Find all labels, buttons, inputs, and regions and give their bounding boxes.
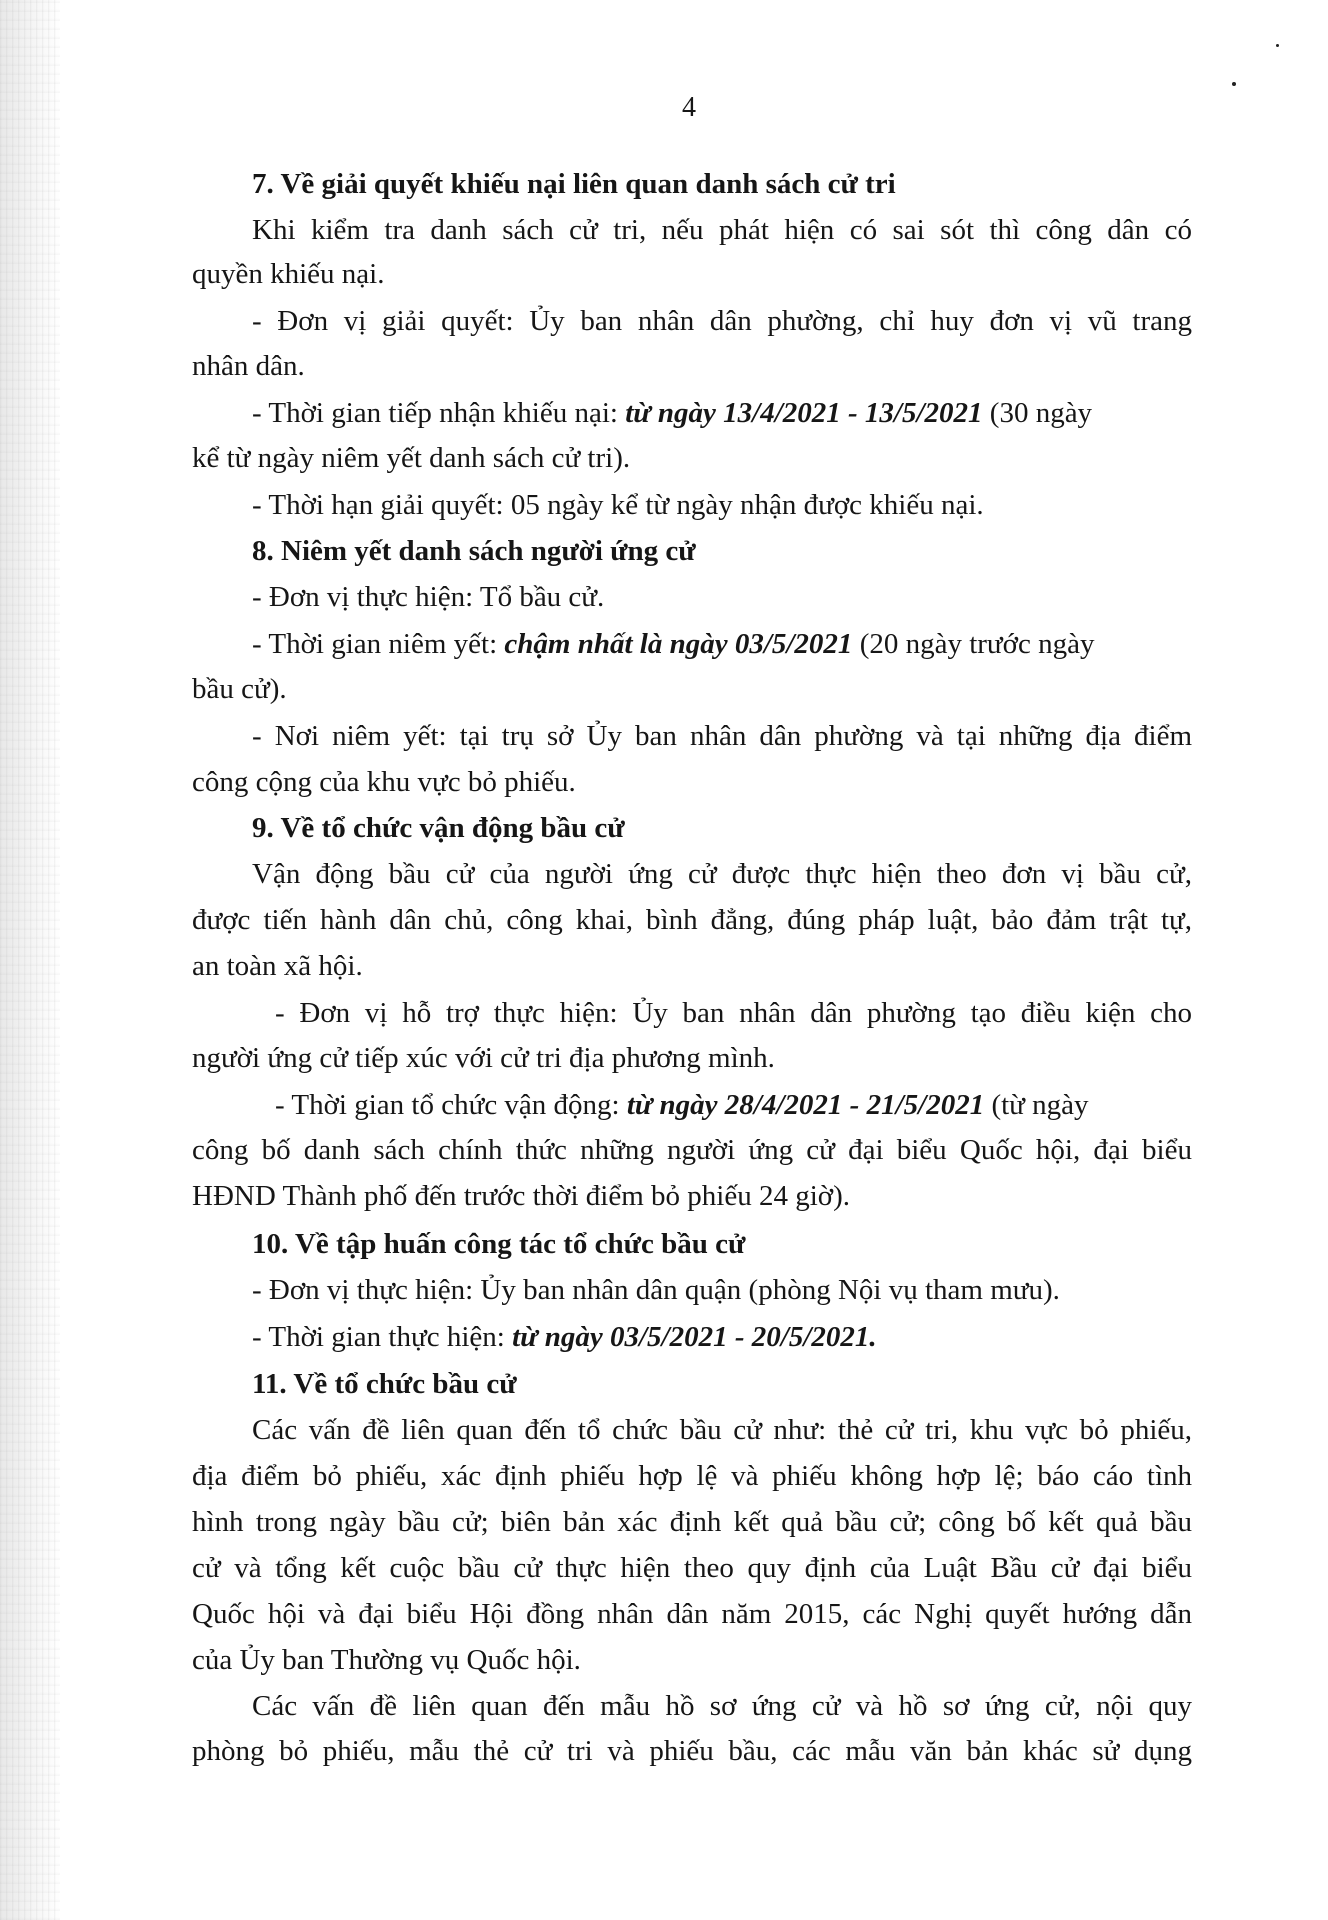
scan-speck [1232, 82, 1236, 86]
section-7-time-dates: từ ngày 13/4/2021 - 13/5/2021 [625, 397, 983, 429]
section-9-intro-line-1: Vận động bầu cử của người ứng cử được thực hiện theo đơn vị bầu cử, [252, 858, 1192, 890]
section-10-time [252, 1319, 877, 1355]
section-11-para2-line-2: phòng bỏ phiếu, mẫu thẻ cử tri và phiếu bầu, các mẫu văn bản khác sử dụng [192, 1735, 1192, 1767]
section-10-heading: 10. Về tập huấn công tác tổ chức bầu cử [252, 1228, 746, 1260]
section-9-support-line-2: người ứng cử tiếp xúc với cử tri địa phương mình. [192, 1042, 775, 1074]
section-9-support-line-1: - Đơn vị hỗ trợ thực hiện: Ủy ban nhân dân phường tạo điều kiện cho [275, 997, 1192, 1029]
section-7-time-suffix: (30 ngày [982, 397, 1093, 429]
section-8-time-suffix: (20 ngày trước ngày [852, 628, 1095, 660]
section-9-time-dates: từ ngày 28/4/2021 - 21/5/2021 [626, 1089, 985, 1121]
section-10-time-dates: từ ngày 03/5/2021 - 20/5/2021. [512, 1321, 877, 1353]
section-9-time-line-2: công bố danh sách chính thức những người ứng cử đại biểu Quốc hội, đại biểu [192, 1134, 1192, 1166]
section-11-para1-line-5: Quốc hội và đại biểu Hội đồng nhân dân năm 2015, các Nghị quyết hướng dẫn [192, 1598, 1192, 1630]
scan-edge-artifact [0, 0, 60, 1920]
section-7-unit-line-1: - Đơn vị giải quyết: Ủy ban nhân dân phường, chỉ huy đơn vị vũ trang [252, 305, 1192, 337]
section-11-para1-line-1: Các vấn đề liên quan đến tổ chức bầu cử như: thẻ cử tri, khu vực bỏ phiếu, [252, 1414, 1192, 1446]
section-11-para1-line-4: cử và tổng kết cuộc bầu cử thực hiện theo quy định của Luật Bầu cử đại biểu [192, 1552, 1192, 1584]
section-8-heading: 8. Niêm yết danh sách người ứng cử [252, 535, 696, 567]
section-7-deadline: - Thời hạn giải quyết: 05 ngày kể từ ngày nhận được khiếu nại. [252, 489, 984, 521]
section-11-para1-line-3: hình trong ngày bầu cử; biên bản xác định kết quả bầu cử; công bố kết quả bầu [192, 1506, 1192, 1538]
section-11-para1-line-2: địa điểm bỏ phiếu, xác định phiếu hợp lệ và phiếu không hợp lệ; báo cáo tình [192, 1460, 1192, 1492]
section-9-time-suffix: (từ ngày [984, 1089, 1089, 1121]
section-7-time-line-1 [252, 395, 1092, 431]
section-9-intro-line-3: an toàn xã hội. [192, 950, 363, 982]
section-10-time-prefix: - Thời gian thực hiện: [252, 1321, 513, 1353]
section-7-unit-line-2: nhân dân. [192, 350, 305, 382]
section-7-intro-line-1: Khi kiểm tra danh sách cử tri, nếu phát hiện có sai sót thì công dân có [252, 214, 1192, 246]
section-8-place-line-1: - Nơi niêm yết: tại trụ sở Ủy ban nhân dân phường và tại những địa điểm [252, 720, 1192, 752]
section-9-intro-line-2: được tiến hành dân chủ, công khai, bình đẳng, đúng pháp luật, bảo đảm trật tự, [192, 904, 1192, 936]
section-7-heading: 7. Về giải quyết khiếu nại liên quan danh sách cử tri [252, 168, 896, 200]
section-8-place-line-2: công cộng của khu vực bỏ phiếu. [192, 766, 576, 798]
section-11-para1-line-6: của Ủy ban Thường vụ Quốc hội. [192, 1644, 581, 1676]
section-8-time-prefix: - Thời gian niêm yết: [252, 628, 505, 660]
section-11-para2-line-1: Các vấn đề liên quan đến mẫu hồ sơ ứng cử và hồ sơ ứng cử, nội quy [252, 1690, 1192, 1722]
section-11-heading: 11. Về tổ chức bầu cử [252, 1368, 517, 1400]
section-9-time-line-1 [275, 1087, 1089, 1123]
section-9-time-prefix: - Thời gian tổ chức vận động: [275, 1089, 627, 1121]
page-number: 4 [682, 92, 696, 123]
section-10-unit: - Đơn vị thực hiện: Ủy ban nhân dân quận (phòng Nội vụ tham mưu). [252, 1274, 1060, 1306]
section-9-time-line-3: HĐND Thành phố đến trước thời điểm bỏ phiếu 24 giờ). [192, 1180, 851, 1212]
section-7-time-line-2: kể từ ngày niêm yết danh sách cử tri). [192, 442, 631, 474]
section-7-time-prefix: - Thời gian tiếp nhận khiếu nại: [252, 397, 626, 429]
section-8-time-dates: chậm nhất là ngày 03/5/2021 [504, 628, 853, 660]
scan-speck [1276, 44, 1279, 47]
section-9-heading: 9. Về tổ chức vận động bầu cử [252, 812, 625, 844]
section-8-time-line-2: bầu cử). [192, 673, 287, 705]
section-8-unit: - Đơn vị thực hiện: Tổ bầu cử. [252, 581, 605, 613]
section-7-intro-line-2: quyền khiếu nại. [192, 258, 385, 290]
section-8-time-line-1 [252, 626, 1094, 662]
